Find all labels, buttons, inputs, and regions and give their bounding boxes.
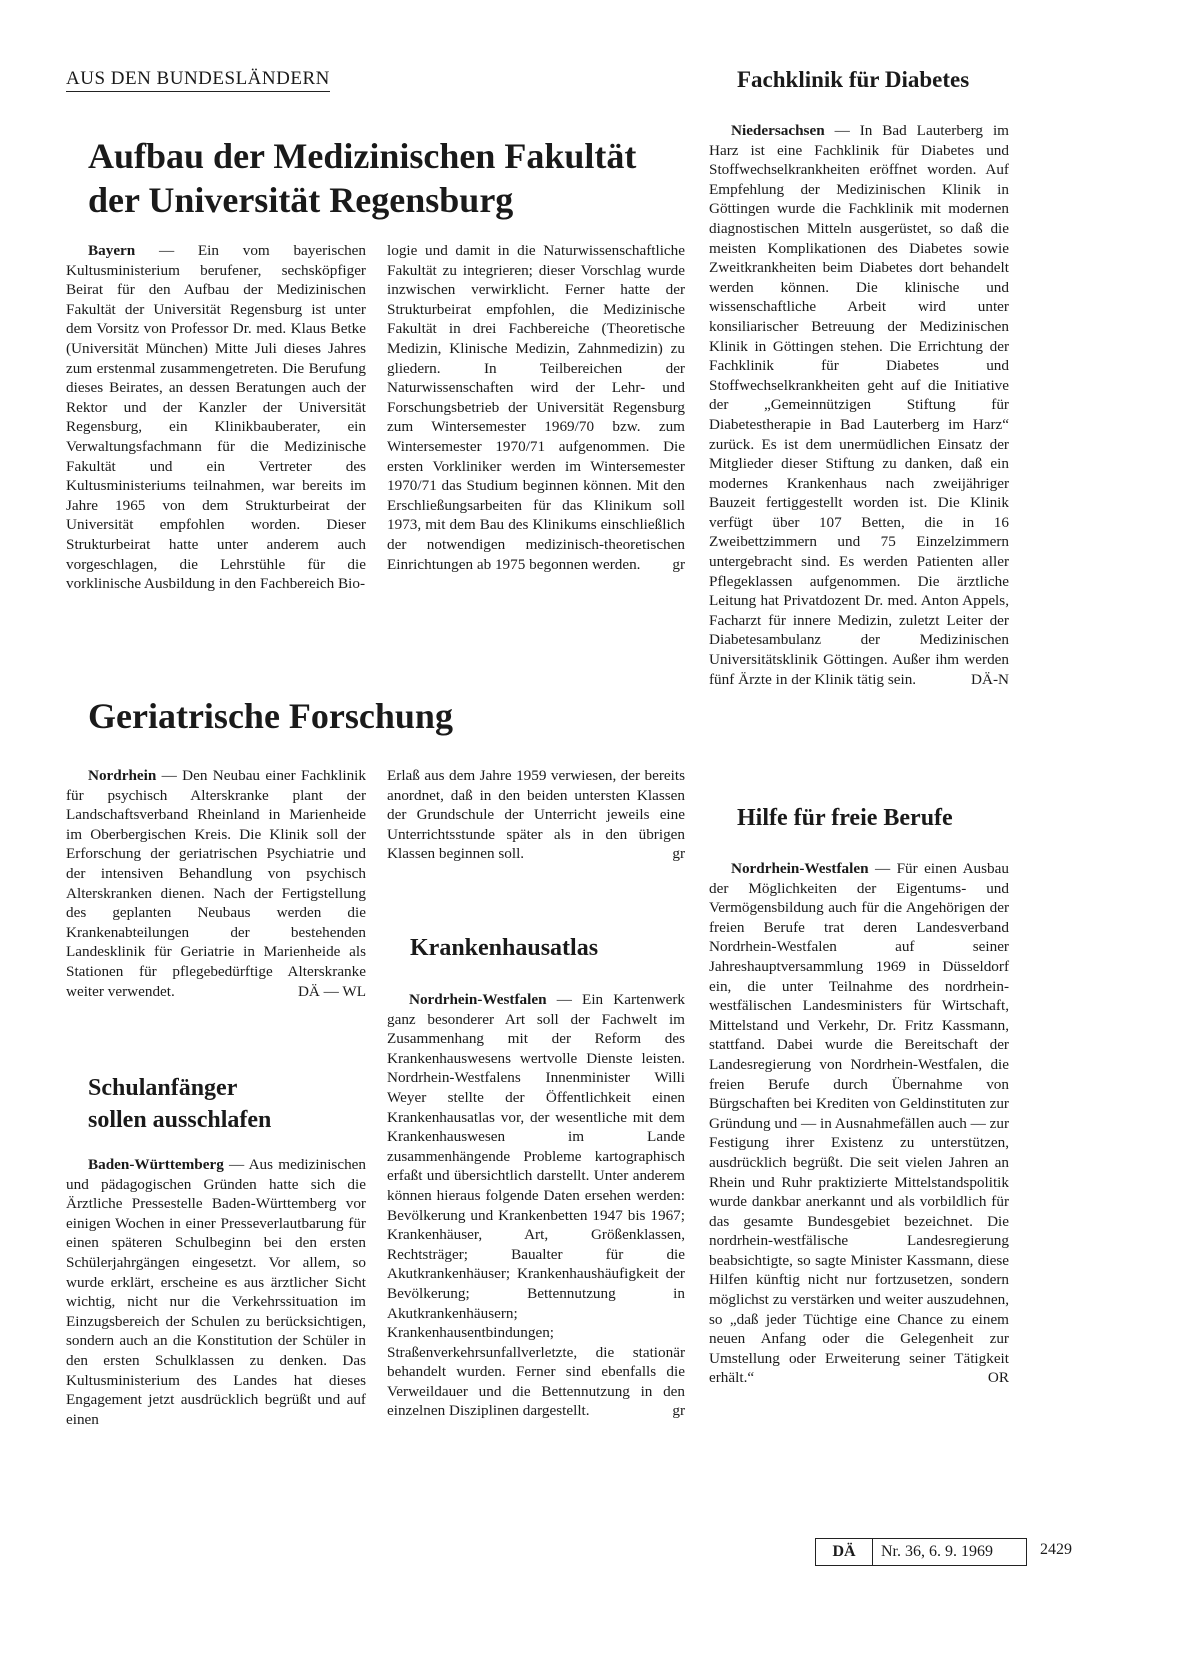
region-bayern: Bayern [88, 242, 136, 259]
issue-date: Nr. 36, 6. 9. 1969 [881, 1543, 993, 1560]
article-regensburg-col1 [66, 241, 366, 594]
region-nordrhein: Nordrhein [88, 767, 157, 784]
footer-issue-box [815, 1538, 1027, 1566]
article-regensburg-text1: — Ein vom bayerischen Kultusministerium berufener, sechsköpfiger Beirat für den Aufbau der Medizinischen Fakultät der Universität Regensburg ist unter dem Vorsitz von Professor Dr. med. Klaus Betke (Universität München) Mitte Juli dieses Jahres zum erstenmal zusammengetreten. Die Berufung dieses Beirates, an dessen Beratungen auch der Rektor und der Kanzler der Universität Regensburg, ein Klinikbauberater, ein Verwaltungsfachmann für die Medizinische Fakultät und ein Vertreter des Kultusministeriums teilnahmen, war bereits im Jahre 1965 von dem Strukturbeirat der Universität empfohlen worden. Dieser Strukturbeirat hatte unter anderem auch vorgeschlagen, die Lehrstühle für die vorklinische Ausbildung in den Fachbereich Bio- [66, 242, 366, 593]
signature: gr [672, 555, 685, 573]
article-schulanfaenger-col1 [66, 1155, 366, 1429]
headline-freie-berufe: Hilfe für freie Berufe [737, 805, 953, 831]
headline-diabetes: Fachklinik für Diabetes [737, 67, 970, 92]
article-schulanfaenger-col2 [387, 766, 685, 864]
region-nrw-2: Nordrhein-Westfalen [731, 860, 869, 877]
region-niedersachsen: Niedersachsen [731, 122, 825, 139]
signature: gr [672, 845, 685, 863]
headline-regensburg [88, 134, 688, 222]
headline-schulanfaenger [88, 1072, 368, 1136]
article-schulanfaenger-text1: — Aus medizinischen und pädagogischen Gründen hatte sich die Ärztliche Pressestelle Baden-Württemberg vor einigen Wochen in einer Presseverlautbarung für einen späteren Schulbeginn bei den ersten Schülerjahrgängen eingesetzt. Vor allem, so wurde erklärt, erscheine es aus ärztlicher Sicht wichtig, nicht nur die Verkehrssituation im Einzugsbereich der Schulen zu berücksichtigen, sondern auch an die Konstitution der Schüler in den ersten Schulklassen zu denken. Das Kultusministerium des Landes hat dieses Engagement jetzt ausdrücklich begrüßt und auf einen [66, 1156, 366, 1428]
article-freie-berufe [709, 859, 1009, 1388]
region-bw: Baden-Württemberg [88, 1156, 224, 1173]
article-krankenhausatlas-text: — Ein Kartenwerk ganz besonderer Art soll der Fachwelt im Zusammenhang mit der Reform des Krankenhauswesens wertvolle Dienste leisten. Nordrhein-Westfalens Innenminister Willi Weyer stellte der Öffentlichkeit einen Krankenhausatlas vor, der wesentliche mit dem Krankenhauswesen im Lande zusammenhängende Probleme kartographisch erfaßt und übersichtlich darstellt. Unter anderem können hieraus folgende Daten ersehen werden: Bevölkerung und Krankenbetten 1947 bis 1967; Krankenhäuser, Art, Größenklassen, Rechtsträger; Baualter für die Akutkrankenhäuser; Krankenhaushäufigkeit der Bevölkerung; Bettennutzung in Akutkrankenhäusern; Krankenhausentbindungen; Straßenverkehrsunfallverletzte, die stationär behandelt wurden. Ferner sind ebenfalls die Verweildauer und die Bettennutzung in den einzelnen Disziplinen dargestellt. [387, 991, 685, 1420]
headline-regensburg-line1: Aufbau der Medizinischen Fakultät [88, 136, 637, 176]
article-regensburg-col2 [387, 241, 685, 574]
article-diabetes [709, 121, 1009, 689]
article-geriatrie-text: — Den Neubau einer Fachklinik für psychisch Alterskranke plant der Landschaftsverband Rheinland in Marienheide im Oberbergischen Kreis. Die Klinik soll der Erforschung der geriatrischen Psychiatrie und der intensiven Behandlung von psychisch Alterskranken dienen. Nach der Fertigstellung des geplanten Neubaus werden die Krankenabteilungen der bestehenden Landesklinik für Geriatrie in Marienheide als Stationen für pflegebedürftige Alterskranke weiter verwendet. [66, 767, 366, 1000]
signature: OR [987, 1369, 1009, 1387]
article-freie-berufe-text: — Für einen Ausbau der Möglichkeiten der Eigentums- und Vermögensbildung auch für die Angehörigen der freien Berufe trat deren Landesverband Nordrhein-Westfalen auf seiner Jahreshauptversammlung 1969 in Düsseldorf ein, die unter Teilnahme des nordrhein-westfälischen Landesministers für Wirtschaft, Mittelstand und Verkehr, Dr. Fritz Kassmann, stattfand. Dabei wurde die Bereitschaft der Landesregierung von Nordrhein-Westfalen, die freien Berufe durch Übernahme von Bürgschaften bei Krediten von Geldinstituten zur Gründung und — in Ausnahmefällen auch — zur Festigung ihrer Existenz zu unterstützen, ausdrücklich begrüßt. Die seit vielen Jahren an Rhein und Ruhr praktizierte Mittelstandspolitik wurde dankbar anerkannt und als vorbildlich für das gesamte Bundesgebiet bezeichnet. Die nordrhein-westfälische Landesregierung beabsichtigte, so sagte Minister Kassmann, diese Hilfen künftig nicht nur fortzusetzen, sondern möglichst zu verstärken und weiter auszudehnen, so „daß jeder Tüchtige eine Chance zu einem neuen Anfang oder die Gelegenheit zur Umstellung oder Erweiterung seiner Tätigkeit erhält.“ [709, 860, 1009, 1387]
article-schulanfaenger-text2: Erlaß aus dem Jahre 1959 verwiesen, der bereits anordnet, daß in den beiden untersten Klassen der Grundschule der Unterricht jeweils eine Unterrichtsstunde später als in den übrigen Klassen beginnen soll. [387, 767, 685, 863]
article-geriatrie [66, 766, 366, 1001]
headline-geriatrie: Geriatrische Forschung [88, 696, 453, 736]
page-number: 2429 [1040, 1541, 1072, 1558]
headline-schulanfaenger-line1: Schulanfänger [88, 1075, 238, 1101]
section-label: AUS DEN BUNDESLÄNDERN [66, 68, 330, 92]
signature: DÄ — WL [297, 982, 366, 1000]
signature: gr [672, 1402, 685, 1420]
headline-krankenhausatlas: Krankenhausatlas [410, 935, 599, 961]
headline-regensburg-line2: der Universität Regensburg [88, 180, 514, 220]
article-krankenhausatlas [387, 990, 685, 1421]
headline-schulanfaenger-line2: sollen ausschlafen [88, 1107, 272, 1133]
article-diabetes-text: — In Bad Lauterberg im Harz ist eine Fachklinik für Diabetes und Stoffwechselkrankheiten eröffnet worden. Auf Empfehlung der Medizinischen Klinik in Göttingen wurde die Fachklinik mit modernen diagnostischen Mitteln ausgerüstet, so daß die meisten Komplikationen des Diabetes sowie Zweitkrankheiten beim Diabetes dort behandelt werden können. Die klinische und wissenschaftliche Arbeit wird unter konsiliarischer Betreuung der Medizinischen Klinik in Göttingen stehen. Die Errichtung der Fachklinik für Diabetes und Stoffwechselkrankheiten geht auf die Initiative der „Gemeinnützigen Stiftung für Diabetestherapie in Bad Lauterberg im Harz“ zurück. Es ist dem unermüdlichen Einsatz der Mitglieder dieser Stiftung zu danken, daß ein modernes Krankenhaus nach zweijähriger Bauzeit fertiggestellt worden ist. Die Klinik verfügt über 107 Betten, die in 16 Zweibettzimmern und 75 Einzelzimmern untergebracht sind. Es werden Patienten aller Pflegeklassen aufgenommen. Die ärztliche Leitung hat Privatdozent Dr. med. Anton Appels, Facharzt für innere Medizin, zuletzt Leiter der Diabetesambulanz der Medizinischen Universitätsklinik Göttingen. Außer ihm werden fünf Ärzte in der Klinik tätig sein. [709, 122, 1009, 688]
article-regensburg-text2: logie und damit in die Naturwissenschaftliche Fakultät zu integrieren; dieser Vorschlag wurde inzwischen verwirklicht. Ferner hatte der Strukturbeirat empfohlen, die Medizinische Fakultät in drei Fachbereiche (Theoretische Medizin, Klinische Medizin, Zahnmedizin) zu gliedern. In Teilbereichen der Naturwissenschaften wird der Lehr- und Forschungsbetrieb der Universität Regensburg zum Wintersemester 1969/70 bzw. zum Wintersemester 1970/71 aufgenommen. Die ersten Vorkliniker werden im Wintersemester 1970/71 das Studium beginnen können. Mit den Erschließungsarbeiten für das Klinikum soll 1973, mit dem Bau des Klinikums einschließlich der notwendigen medizinisch-theoretischen Einrichtungen ab 1975 begonnen werden. [387, 242, 685, 573]
signature: DÄ-N [971, 670, 1009, 688]
region-nrw: Nordrhein-Westfalen [409, 991, 547, 1008]
journal-abbrev: DÄ [816, 1539, 873, 1565]
